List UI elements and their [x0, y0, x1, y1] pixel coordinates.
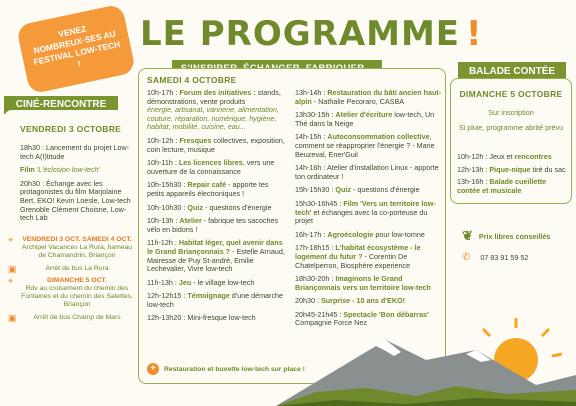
- entry-text: - Estelle Arnaud, Mairesse de Puy St-andré, Emilie Lechevalier, Vivre low-tech: [147, 246, 285, 274]
- entry-text: : Atelier d'installation Linux - apporte ton ordinateur !: [295, 163, 439, 181]
- entry-title: L'habitat écosystème - le logement du futur ?: [295, 243, 421, 261]
- samedi-entry: [147, 137, 287, 154]
- balade-entry: [457, 153, 571, 162]
- entry-time: 11h-13h: [147, 277, 173, 287]
- title-exclamation: !: [466, 14, 483, 54]
- entry-text: - le village low-tech: [191, 277, 255, 287]
- cine-entries: [20, 144, 134, 228]
- entry-text: tiré du sac: [530, 164, 566, 174]
- entry-time: 14h-15h: [295, 132, 322, 142]
- location-detail: Archipel Vacances La Rura, hameau de Chamandrin, Briançon: [21, 244, 133, 260]
- entry-time: 10h-17h: [147, 88, 174, 97]
- title-text: LE PROGRAMME: [140, 14, 461, 54]
- entry-title-end: rencontres: [514, 152, 552, 161]
- samedi-entry: [295, 186, 445, 195]
- entry-text: : Mini-fresque low-tech: [181, 313, 256, 323]
- entry-text: collectives, exposition, coin lecture, musique: [147, 135, 285, 154]
- location-item: [8, 314, 134, 322]
- entry-sep: :: [321, 88, 328, 97]
- prix-note: [462, 228, 550, 244]
- entry-sep: :: [329, 185, 336, 195]
- entry-sep: :: [172, 238, 179, 248]
- location-item: [8, 277, 134, 310]
- entry-time: 18h30: [20, 143, 40, 152]
- entry-time: 15h-15h30: [295, 185, 330, 195]
- entry-title: Autoconsommation collective: [327, 132, 430, 142]
- balade-info-rain: Si pluie, programme abrité prévu: [458, 122, 564, 132]
- bus-icon: ▣: [8, 312, 17, 323]
- location-item: [8, 236, 134, 261]
- cine-rencontre-banner: CINÉ-RENCONTRE: [4, 96, 118, 114]
- cine-day-heading: VENDREDI 3 OCTOBRE: [20, 124, 122, 134]
- badge-text: VENEZ NOMBREUX·SES AU FESTIVAL LOW-TECH !: [32, 23, 122, 69]
- location-item: [8, 265, 134, 273]
- balade-info-registration: Sur inscription: [488, 108, 534, 117]
- entry-text: et échanges avec la co-porteuse du projet: [295, 207, 428, 226]
- entry-sep: :: [329, 243, 336, 253]
- entry-title: Quiz: [335, 185, 351, 195]
- mountain-illustration: [276, 300, 576, 406]
- entry-title: Forum des initiatives :: [179, 88, 256, 97]
- entry-sep: :: [329, 110, 336, 120]
- entry-title: Témoignage: [187, 291, 230, 301]
- entry-text: : Jeux et: [483, 152, 515, 161]
- entry-title: Balade cueillette contée et musicale: [457, 177, 547, 195]
- samedi-entry: [295, 244, 445, 270]
- entry-sep: :: [181, 180, 188, 190]
- entry-sep: :: [321, 132, 328, 142]
- samedi-entry: [147, 181, 287, 198]
- entry-text: , comment se réapproprier l'énergie ? - Marie Beuzeval, Ener'Guil: [295, 132, 435, 159]
- entry-title: Jeu: [178, 277, 192, 287]
- entry-sep: :: [483, 177, 490, 187]
- entry-text: - Corentin De Chatelperron, Biosphère experience: [295, 251, 411, 270]
- samedi-entry: [295, 133, 445, 159]
- balade-entry: [457, 166, 571, 175]
- cine-rencontre-panel: [4, 110, 134, 400]
- entry-text: - apporte tes petits appareils électroniques !: [147, 180, 269, 198]
- samedi-entry: [147, 314, 287, 323]
- balade-day-heading: DIMANCHE 5 OCTOBRE: [459, 89, 563, 99]
- entry-title: Les licences libres: [178, 158, 243, 168]
- entry-title: Restauration du bâti ancien haut-alpin: [295, 88, 442, 106]
- samedi-entry: [295, 89, 445, 106]
- entry-time: 10h-12h: [147, 135, 174, 145]
- entry-title: Habitat léger, quel avenir dans le Grand Briançonnais ?: [147, 238, 283, 256]
- samedi-entry: [147, 204, 287, 213]
- entry-sep: :: [337, 198, 344, 208]
- location-text: [20, 236, 134, 261]
- entry-time: 20h30: [295, 296, 315, 306]
- entry-sep: :: [329, 274, 336, 284]
- entry-text: pour low-tomne: [373, 229, 425, 239]
- entry-title: Atelier d'écriture: [335, 110, 393, 120]
- entry-sep: :: [181, 291, 188, 301]
- location-text: [20, 314, 134, 322]
- entry-sep: :: [173, 135, 180, 145]
- hands-icon: ❦: [462, 228, 473, 243]
- entry-text: Compagnie Force Nez: [295, 318, 367, 328]
- balade-contee-banner: BALADE CONTÉE: [458, 62, 566, 82]
- entry-time: 20h30: [20, 178, 40, 188]
- location-heading: DIMANCHE 5 OCT.: [47, 276, 107, 284]
- entry-sep: :: [173, 88, 180, 97]
- entry-text: stands, démonstrations, vente produits: [147, 88, 281, 106]
- entry-time: 15h30-16h45: [295, 198, 338, 208]
- location-text: [20, 265, 134, 273]
- phone-icon: ✆: [462, 252, 471, 263]
- entry-title: Fresques: [179, 135, 212, 145]
- entry-sep: :: [172, 277, 179, 287]
- entry-time: 10h-12h: [457, 152, 484, 161]
- entry-text: - Nathalie Pecoraro, CASBA: [311, 96, 405, 106]
- entry-title: Imaginons le Grand Briançonnais vers un territoire low-tech: [295, 274, 431, 292]
- entry-text: - questions d'énergie: [202, 202, 272, 212]
- entry-time: 10h-15h30: [147, 180, 182, 190]
- entry-time: 17h-18h15: [295, 243, 330, 253]
- entry-text: - questions d'énergie: [350, 185, 420, 195]
- samedi-entry: [147, 279, 287, 288]
- entry-sep: :: [337, 309, 344, 319]
- phone-number: 07 83 91 59 52: [480, 253, 529, 262]
- samedi-column-1: [147, 89, 287, 328]
- balade-entries: [457, 153, 571, 199]
- entry-time: 13h-16h: [457, 177, 484, 187]
- entry-text: d'une démarche low-tech: [147, 291, 284, 309]
- entry-time: 14h-16h: [295, 163, 322, 173]
- entry-time: 13h-14h: [295, 88, 322, 97]
- entry-time: Film: [20, 165, 35, 175]
- samedi-entry: [295, 164, 445, 181]
- entry-time: 13h30-15h: [295, 110, 330, 120]
- entry-sep: :: [321, 229, 328, 239]
- entry-text: : Échange avec les protagonistes du film Marjolaine Bert, EKO! Kevin Loesle, Low-tech Grenoble Clément Choisne, Low-tech Lab: [20, 178, 131, 223]
- samedi-entry: [295, 111, 445, 128]
- samedi-entry: [147, 239, 287, 273]
- entry-time: 12h-13h: [457, 164, 484, 174]
- location-detail: Arrêt de bus La Rura: [45, 264, 109, 272]
- entry-sub: énergie, artisanat, vannerie, alimentation, couture, réparation, numérique, hygiène, habitat, mobilité, cuisine, eau...: [147, 105, 279, 132]
- food-icon: ✦: [147, 363, 159, 375]
- phone-contact[interactable]: [462, 252, 528, 263]
- location-heading: VENDREDI 3 OCT. SAMEDI 4 OCT.: [22, 236, 132, 243]
- samedi-entry: [295, 231, 445, 240]
- entry-time: 11h-12h: [147, 238, 173, 248]
- entry-time: 12h-12h15: [147, 291, 182, 301]
- entry-time: 16h-17h: [295, 229, 322, 239]
- cine-entry: [20, 180, 134, 223]
- samedi-day-heading: SAMEDI 4 OCTOBRE: [147, 75, 237, 85]
- samedi-entry: [147, 217, 287, 234]
- locations-list: [8, 236, 134, 326]
- location-pin-icon: ⌖: [8, 275, 14, 286]
- entry-title: Quiz: [187, 202, 203, 212]
- entry-title: Surprise - 10 ans d'EKO!: [321, 296, 405, 306]
- location-pin-icon: ⌖: [8, 235, 14, 245]
- entry-text: , vers une ouverture de la connaissance: [147, 158, 275, 176]
- cine-entry: [20, 144, 134, 161]
- entry-title: Agroécologie: [327, 229, 374, 239]
- samedi-entry: [295, 200, 445, 226]
- samedi-column-2: [295, 89, 445, 333]
- location-text: [20, 277, 134, 310]
- entry-text: low-tech, Un Thé dans la Neige: [295, 110, 435, 128]
- entry-text: 'L'éclosion low-tech': [34, 165, 101, 175]
- entry-time: 10h-13h: [147, 216, 174, 226]
- location-detail: Rdv au croisement du chemin des Fontaines et du chemin des Salettes, Briançon: [21, 285, 133, 309]
- bus-icon: ▣: [8, 263, 17, 274]
- balade-info: [451, 109, 571, 132]
- entry-title: Pique-nique: [489, 164, 531, 174]
- location-detail: Arrêt de bus Champ de Mars: [33, 313, 121, 321]
- entry-sep: :: [172, 158, 179, 168]
- entry-sep: :: [181, 202, 188, 212]
- balade-panel: [450, 78, 572, 204]
- entry-sep: :: [173, 216, 180, 226]
- entry-title: Film 'Vers un territoire low-tech': [295, 198, 436, 217]
- samedi-entry: [295, 275, 445, 292]
- entry-sep: :: [315, 296, 321, 306]
- entry-text: - fabrique tes sacoches vélo en bidons !: [147, 216, 279, 234]
- balade-entry: [457, 178, 571, 195]
- samedi-entry: [147, 292, 287, 309]
- entry-text: : Lancement du projet Low-tech A(I)titude: [20, 143, 130, 161]
- entry-time: 10h-10h30: [147, 202, 182, 212]
- entry-time: 20h45-21h45: [295, 309, 338, 319]
- page-title: [140, 14, 483, 54]
- entry-title: Spectacle 'Bon débarras': [343, 309, 429, 319]
- prix-text: Prix libres conseillés: [478, 231, 551, 241]
- entry-title: Repair café: [187, 180, 227, 190]
- entry-sep: :: [483, 164, 490, 174]
- cine-entry: [20, 166, 134, 175]
- festival-badge: [16, 4, 136, 95]
- entry-time: 10h-11h: [147, 158, 173, 168]
- samedi-entry: [147, 159, 287, 176]
- entry-title: Atelier: [179, 216, 202, 226]
- samedi-entry: [147, 89, 287, 132]
- entry-time: 18h30-20h: [295, 274, 330, 284]
- restauration-text: Restauration et buvette low-tech sur place !: [164, 365, 305, 373]
- entry-time: 12h-13h20: [147, 313, 182, 323]
